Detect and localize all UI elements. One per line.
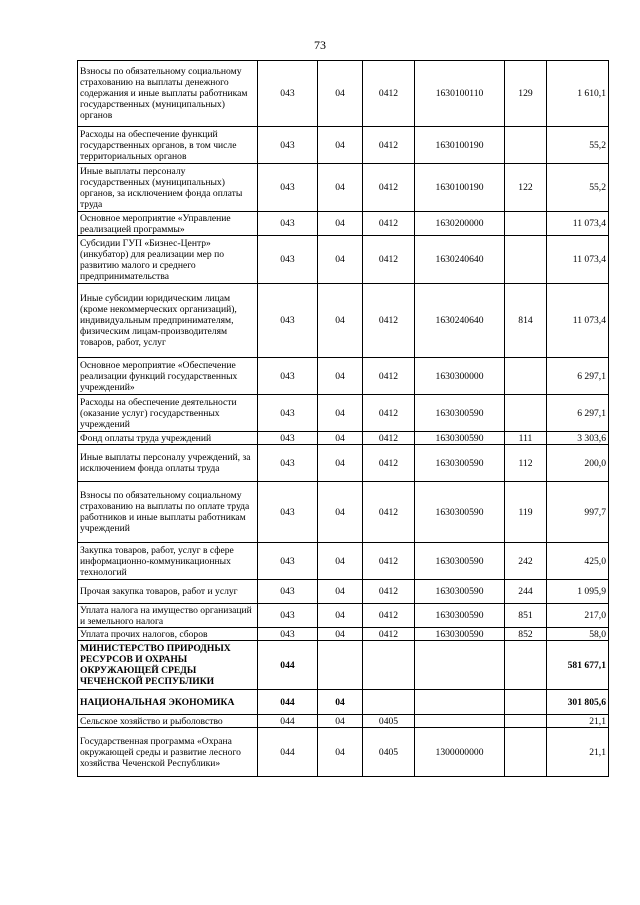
cell-amount: 581 677,1 [547,641,609,690]
table-row [78,628,609,641]
cell-ministry-code: 043 [258,127,318,164]
cell-subsection-code: 0412 [363,284,415,358]
cell-expense-type [505,236,547,284]
cell-target-article [415,715,505,728]
table-row [78,580,609,604]
cell-ministry-code: 043 [258,604,318,628]
cell-amount: 217,0 [547,604,609,628]
cell-target-article: 1630300590 [415,543,505,580]
cell-section-code: 04 [318,432,363,445]
cell-expense-type [505,728,547,777]
cell-target-article [415,690,505,715]
cell-name: Основное мероприятие «Обеспечение реализации функций государственных учреждений» [78,358,258,395]
table-row [78,236,609,284]
cell-name: Уплата прочих налогов, сборов [78,628,258,641]
budget-table [77,60,609,777]
cell-expense-type: 119 [505,482,547,543]
cell-target-article: 1630300590 [415,482,505,543]
cell-expense-type [505,641,547,690]
cell-target-article: 1300000000 [415,728,505,777]
cell-amount: 11 073,4 [547,284,609,358]
cell-amount: 11 073,4 [547,212,609,236]
table-row [78,604,609,628]
cell-amount: 55,2 [547,164,609,212]
cell-subsection-code: 0412 [363,580,415,604]
table-row [78,641,609,690]
cell-ministry-code: 043 [258,432,318,445]
cell-section-code: 04 [318,358,363,395]
cell-subsection-code: 0412 [363,358,415,395]
cell-target-article: 1630300590 [415,628,505,641]
cell-subsection-code: 0412 [363,432,415,445]
table-row [78,690,609,715]
cell-section-code: 04 [318,728,363,777]
table-row [78,728,609,777]
cell-target-article: 1630200000 [415,212,505,236]
cell-name: Взносы по обязательному социальному страхованию на выплаты по оплате труда работников и иные выплаты работникам учреждений [78,482,258,543]
cell-expense-type: 814 [505,284,547,358]
cell-target-article: 1630300590 [415,580,505,604]
cell-expense-type [505,358,547,395]
cell-subsection-code: 0412 [363,395,415,432]
cell-name: Государственная программа «Охрана окружающей среды и развитие лесного хозяйства Чеченской Республики» [78,728,258,777]
cell-amount: 997,7 [547,482,609,543]
cell-name: НАЦИОНАЛЬНАЯ ЭКОНОМИКА [78,690,258,715]
cell-ministry-code: 043 [258,61,318,127]
cell-target-article: 1630300590 [415,432,505,445]
cell-ministry-code: 043 [258,164,318,212]
cell-expense-type [505,690,547,715]
cell-ministry-code: 043 [258,445,318,482]
cell-subsection-code: 0412 [363,236,415,284]
cell-expense-type: 111 [505,432,547,445]
cell-amount: 301 805,6 [547,690,609,715]
cell-name: Уплата налога на имущество организаций и земельного налога [78,604,258,628]
page-number: 73 [314,38,326,52]
table-row [78,358,609,395]
cell-section-code: 04 [318,628,363,641]
table-row [78,395,609,432]
cell-name: Иные субсидии юридическим лицам (кроме некоммерческих организаций), индивидуальным предпринимателям, физическим лицам-производителям товаров, работ, услуг [78,284,258,358]
cell-subsection-code: 0405 [363,715,415,728]
cell-name: Взносы по обязательному социальному страхованию на выплаты денежного содержания и иные выплаты работникам государственных (муниципальных) органов [78,61,258,127]
cell-section-code: 04 [318,61,363,127]
cell-section-code: 04 [318,284,363,358]
cell-subsection-code [363,641,415,690]
cell-ministry-code: 043 [258,543,318,580]
cell-amount: 1 095,9 [547,580,609,604]
cell-ministry-code: 044 [258,690,318,715]
cell-amount: 21,1 [547,728,609,777]
cell-section-code: 04 [318,127,363,164]
cell-target-article: 1630100190 [415,127,505,164]
cell-expense-type: 122 [505,164,547,212]
table-row [78,61,609,127]
cell-section-code: 04 [318,236,363,284]
cell-expense-type: 242 [505,543,547,580]
cell-name: Субсидии ГУП «Бизнес-Центр» (инкубатор) для реализации мер по развитию малого и среднего предпринимательства [78,236,258,284]
cell-subsection-code: 0412 [363,212,415,236]
cell-target-article: 1630100110 [415,61,505,127]
cell-amount: 21,1 [547,715,609,728]
cell-section-code: 04 [318,715,363,728]
cell-section-code [318,641,363,690]
cell-name: Закупка товаров, работ, услуг в сфере информационно-коммуникационных технологий [78,543,258,580]
cell-expense-type [505,395,547,432]
cell-section-code: 04 [318,690,363,715]
cell-target-article: 1630300590 [415,445,505,482]
cell-ministry-code: 043 [258,395,318,432]
cell-ministry-code: 043 [258,482,318,543]
cell-target-article: 1630240640 [415,236,505,284]
cell-name: Сельское хозяйство и рыболовство [78,715,258,728]
cell-target-article: 1630300590 [415,395,505,432]
table-row [78,432,609,445]
cell-section-code: 04 [318,580,363,604]
cell-expense-type: 112 [505,445,547,482]
table-row [78,543,609,580]
cell-section-code: 04 [318,445,363,482]
table-row [78,284,609,358]
cell-ministry-code: 044 [258,715,318,728]
cell-expense-type: 852 [505,628,547,641]
cell-name: МИНИСТЕРСТВО ПРИРОДНЫХ РЕСУРСОВ И ОХРАНЫ ОКРУЖАЮЩЕЙ СРЕДЫ ЧЕЧЕНСКОЙ РЕСПУБЛИКИ [78,641,258,690]
cell-subsection-code: 0405 [363,728,415,777]
cell-subsection-code: 0412 [363,543,415,580]
cell-amount: 58,0 [547,628,609,641]
cell-name: Основное мероприятие «Управление реализацией программы» [78,212,258,236]
cell-ministry-code: 043 [258,236,318,284]
cell-target-article [415,641,505,690]
cell-section-code: 04 [318,604,363,628]
cell-expense-type [505,127,547,164]
cell-subsection-code: 0412 [363,628,415,641]
table-row [78,164,609,212]
cell-ministry-code: 043 [258,358,318,395]
cell-amount: 11 073,4 [547,236,609,284]
cell-ministry-code: 043 [258,628,318,641]
cell-section-code: 04 [318,212,363,236]
cell-name: Расходы на обеспечение деятельности (оказание услуг) государственных учреждений [78,395,258,432]
cell-expense-type: 129 [505,61,547,127]
table-row [78,445,609,482]
cell-amount: 1 610,1 [547,61,609,127]
cell-name: Расходы на обеспечение функций государственных органов, в том числе территориальных органов [78,127,258,164]
cell-target-article: 1630300590 [415,604,505,628]
table-row [78,127,609,164]
cell-subsection-code: 0412 [363,127,415,164]
cell-amount: 425,0 [547,543,609,580]
table-row [78,715,609,728]
cell-name: Иные выплаты персоналу государственных (муниципальных) органов, за исключением фонда оплаты труда [78,164,258,212]
cell-section-code: 04 [318,164,363,212]
cell-amount: 55,2 [547,127,609,164]
cell-target-article: 1630240640 [415,284,505,358]
cell-section-code: 04 [318,482,363,543]
cell-expense-type [505,212,547,236]
cell-expense-type: 851 [505,604,547,628]
cell-subsection-code [363,690,415,715]
cell-ministry-code: 043 [258,580,318,604]
cell-ministry-code: 043 [258,212,318,236]
cell-ministry-code: 044 [258,641,318,690]
cell-expense-type: 244 [505,580,547,604]
cell-amount: 6 297,1 [547,358,609,395]
cell-name: Иные выплаты персоналу учреждений, за исключением фонда оплаты труда [78,445,258,482]
cell-amount: 200,0 [547,445,609,482]
cell-expense-type [505,715,547,728]
cell-amount: 3 303,6 [547,432,609,445]
cell-target-article: 1630300000 [415,358,505,395]
cell-subsection-code: 0412 [363,482,415,543]
cell-subsection-code: 0412 [363,164,415,212]
cell-target-article: 1630100190 [415,164,505,212]
cell-subsection-code: 0412 [363,61,415,127]
cell-subsection-code: 0412 [363,445,415,482]
cell-section-code: 04 [318,543,363,580]
table-row [78,212,609,236]
cell-name: Фонд оплаты труда учреждений [78,432,258,445]
table-row [78,482,609,543]
cell-subsection-code: 0412 [363,604,415,628]
cell-section-code: 04 [318,395,363,432]
cell-ministry-code: 044 [258,728,318,777]
cell-name: Прочая закупка товаров, работ и услуг [78,580,258,604]
cell-amount: 6 297,1 [547,395,609,432]
cell-ministry-code: 043 [258,284,318,358]
